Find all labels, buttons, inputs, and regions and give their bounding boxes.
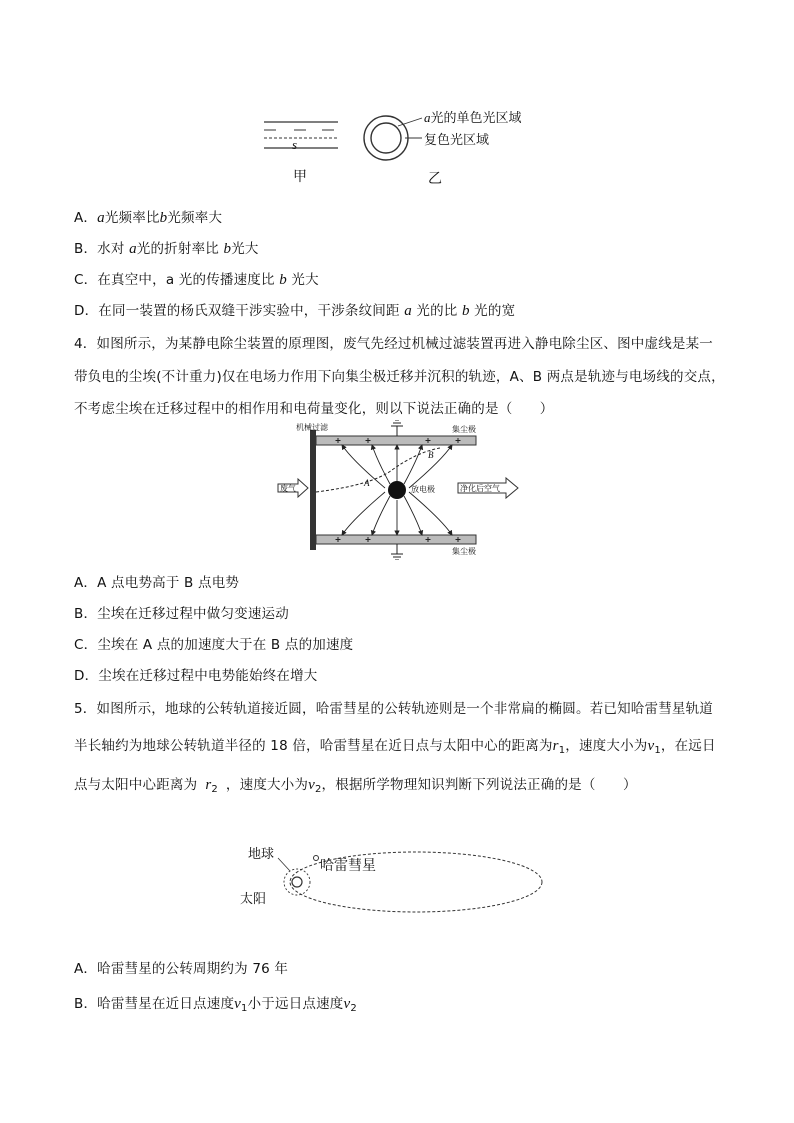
filter-plate xyxy=(310,430,316,550)
option-text: 光的折射率比 xyxy=(136,241,224,257)
q4-option-b: B．尘埃在迁移过程中做匀变速运动 xyxy=(74,606,289,622)
option-text: 光频率比 xyxy=(104,210,160,226)
math-variable: a xyxy=(129,241,137,257)
math-variable: a xyxy=(404,303,412,319)
optb-var-v1: v xyxy=(234,996,242,1012)
q5-stem-line-1: 5．如图所示，地球的公转轨道接近圆，哈雷彗星的公转轨迹则是一个非常扁的椭圆。若已知哈雷彗星轨道 xyxy=(74,701,713,717)
q4-stem-line-3: 不考虑尘埃在迁移过程中的相作用和电荷量变化，则以下说法正确的是（ ） xyxy=(74,401,554,417)
yi-inner-circle xyxy=(371,123,401,153)
earth-pointer xyxy=(278,858,290,871)
var-v2-sub: 2 xyxy=(314,784,322,795)
q5-stem-line-2 xyxy=(74,734,716,756)
q3-option-a xyxy=(74,206,222,227)
label-region-a-text: 光的单色光区域 xyxy=(430,111,522,126)
figure-halley-orbit xyxy=(236,838,556,928)
optb-var-v2: v xyxy=(343,996,351,1012)
q5-line2-text-b: ，速度大小为 xyxy=(565,738,648,754)
math-variable: a xyxy=(97,210,105,226)
label-comet: 哈雷彗星 xyxy=(320,858,376,874)
q3-option-c xyxy=(74,268,319,289)
option-text: 光大 xyxy=(231,241,259,257)
figure-jia-yi xyxy=(250,100,570,190)
q5-option-b xyxy=(74,992,357,1014)
figure-electrostatic-precipitator xyxy=(272,420,522,560)
label-filter: 机械过滤 xyxy=(296,423,328,432)
label-point-a: A xyxy=(364,478,370,488)
var-v1: v xyxy=(647,738,655,754)
var-v2: v xyxy=(308,777,315,793)
option-text: 在真空中，a 光的传播速度比 xyxy=(97,272,280,288)
q5-optb-text-b: 小于远日点速度 xyxy=(247,996,344,1012)
q4-option-c: C．尘埃在 A 点的加速度大于在 B 点的加速度 xyxy=(74,637,354,653)
q5-line3-text-a: 点与太阳中心距离为 xyxy=(74,777,198,793)
option-text: 光频率大 xyxy=(167,210,223,226)
label-point-b: B xyxy=(428,450,434,460)
q5-line3-text-c: ，根据所学物理知识判断下列说法正确的是（ ） xyxy=(321,777,637,793)
option-letter: C． xyxy=(74,272,98,288)
label-region-mixed: 复色光区域 xyxy=(424,133,490,148)
var-r2-sub: 2 xyxy=(211,784,218,795)
option-letter: A． xyxy=(74,210,98,226)
q5-line2-text-c: ，在远日 xyxy=(660,738,716,754)
label-sun: 太阳 xyxy=(240,892,267,907)
option-text: 光的宽 xyxy=(469,303,516,319)
label-gas-in: 废气 xyxy=(280,484,296,493)
option-text: 在同一装置的杨氏双缝干涉实验中，干涉条纹间距 xyxy=(98,303,405,319)
label-s: s xyxy=(292,137,298,152)
sun xyxy=(292,877,302,887)
q5-option-a: A．哈雷彗星的公转周期约为 76 年 xyxy=(74,961,289,977)
var-r1-sub: 1 xyxy=(558,745,566,756)
var-r1: r xyxy=(552,738,559,754)
q4-option-d: D．尘埃在迁移过程中电势能始终在增大 xyxy=(74,668,318,684)
label-yi: 乙 xyxy=(428,171,442,187)
option-text: 光的比 xyxy=(411,303,462,319)
var-v1-sub: 1 xyxy=(654,745,661,756)
var-r2: r xyxy=(205,777,212,793)
label-earth: 地球 xyxy=(248,847,275,862)
math-variable: b xyxy=(279,272,287,288)
option-letter: D． xyxy=(74,303,99,319)
q5-stem-line-3 xyxy=(74,773,637,795)
label-collector-top: 集尘极 xyxy=(452,425,476,434)
label-collector-bottom: 集尘极 xyxy=(452,547,476,556)
math-variable: b xyxy=(223,241,232,257)
label-jia: 甲 xyxy=(293,169,307,185)
q5-line2-text-a: 半长轴约为地球公转轨道半径的 18 倍，哈雷彗星在近日点与太阳中心的距离为 xyxy=(74,738,553,754)
q3-option-d xyxy=(74,299,515,320)
label-region-a xyxy=(424,107,522,126)
q4-stem-line-2: 带负电的尘埃(不计重力)仅在电场力作用下向集尘极迁移并沉积的轨迹，A、B 两点是轨迹与电场线的交点， xyxy=(74,369,725,385)
optb-var-v2-sub: 2 xyxy=(350,1003,357,1014)
math-variable: b xyxy=(159,210,168,226)
label-region-a-letter: a xyxy=(424,110,431,125)
option-text: 水对 xyxy=(97,241,130,257)
q4-stem-line-1: 4．如图所示，为某静电除尘装置的原理图，废气先经过机械过滤装置再进入静电除尘区、图中虚线是某一 xyxy=(74,336,713,352)
label-gas-out: 净化后空气 xyxy=(460,484,500,493)
discharge-electrode xyxy=(388,481,406,499)
comet xyxy=(314,856,319,861)
optb-var-v1-sub: 1 xyxy=(241,1003,248,1014)
label-electrode: 放电极 xyxy=(411,485,435,494)
q5-optb-text-a: B．哈雷彗星在近日点速度 xyxy=(74,996,235,1012)
math-variable: b xyxy=(461,303,470,319)
q5-line3-text-b: ，速度大小为 xyxy=(225,777,309,793)
option-text: 光大 xyxy=(286,272,319,288)
q4-option-a: A．A 点电势高于 B 点电势 xyxy=(74,575,240,591)
q3-option-b xyxy=(74,237,259,258)
option-letter: B． xyxy=(74,241,98,257)
halley-orbit-svg xyxy=(236,838,556,928)
